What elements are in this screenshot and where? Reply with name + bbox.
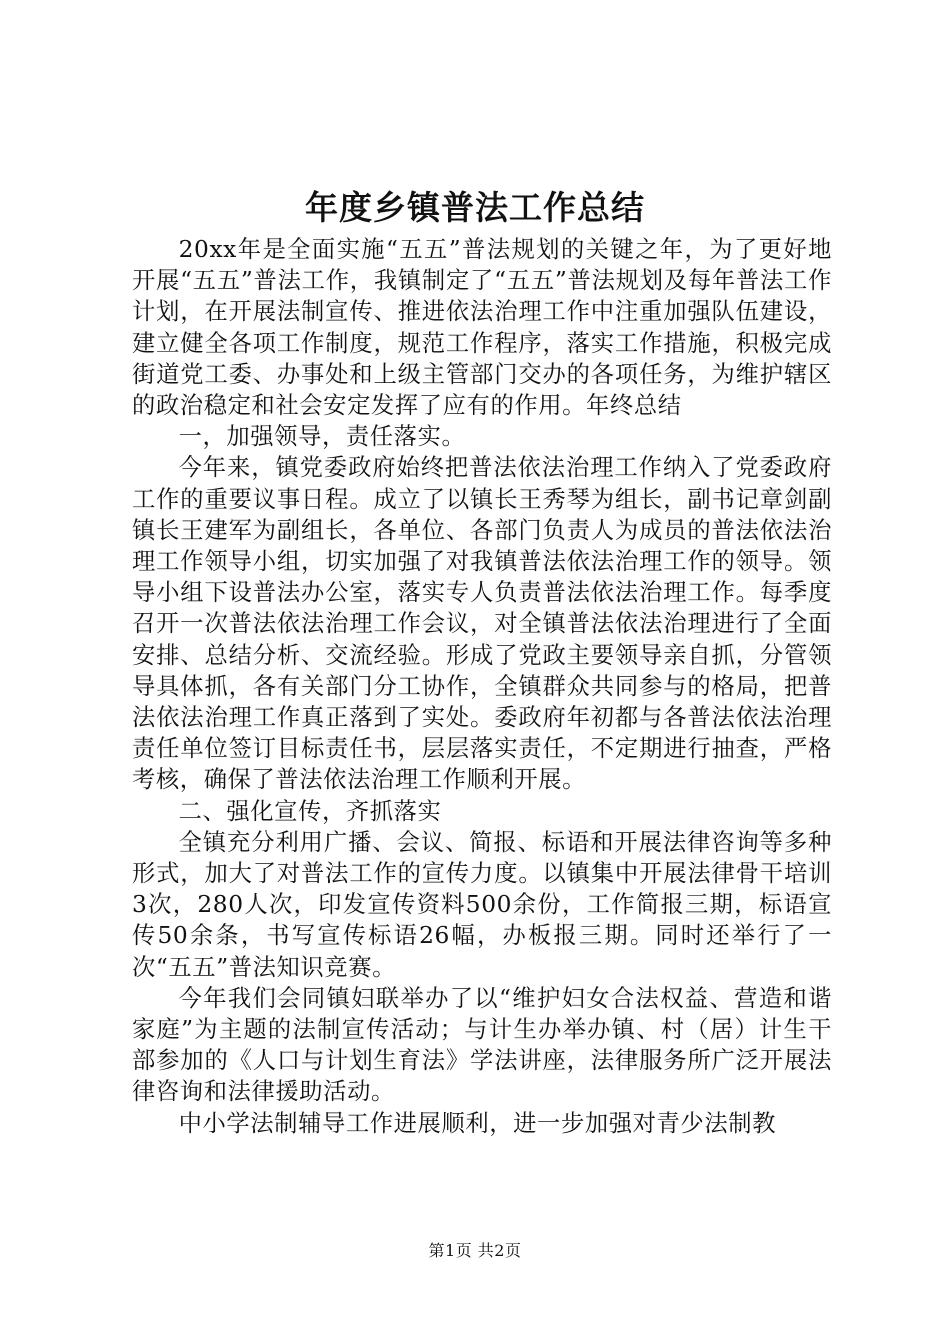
section-heading-2: 二、强化宣传，齐抓落实 [178,797,442,825]
document-body [132,234,832,1139]
page-footer: 第1页 共2页 [428,1241,522,1260]
paragraph-leadership: 今年来，镇党委政府始终把普法依法治理工作纳入了党委政府工作的重要议事日程。成立了以镇长王秀琴为组长，副书记章剑副镇长王建军为副组长，各单位、各部门负责人为成员的普法依法治理工作领导小组，切实加强了对我镇普法依法治理工作的领导。领导小组下设普法办公室，落实专人负责普法依法治理工作。每季度召开一次普法依法治理工作会议，对全镇普法依法治理进行了全面安排、总结分析、交流经验。形成了党政主要领导亲自抓，分管领导具体抓，各有关部门分工协作，全镇群众共同参与的格局，把普法依法治理工作真正落到了实处。委政府年初都与各普法依法治理责任单位签订目标责任书，层层落实责任，不定期进行抽查，严格考核，确保了普法依法治理工作顺利开展。 [132,454,832,794]
section-heading-1: 一，加强领导，责任落实。 [178,423,466,451]
document-title: 年度乡镇普法工作总结 [305,188,645,227]
paragraph-schools: 中小学法制辅导工作进展顺利，进一步加强对青少法制教 [178,1109,777,1137]
paragraph-intro: 20xx年是全面实施“五五”普法规划的关键之年，为了更好地开展“五五”普法工作，我镇制定了“五五”普法规划及每年普法工作计划，在开展法制宣传、推进依法治理工作中注重加强队伍建设，建立健全各项工作制度，规范工作程序，落实工作措施，积极完成街道党工委、办事处和上级主管部门交办的各项任务，为维护辖区的政治稳定和社会安定发挥了应有的作用。年终总结 [132,236,832,420]
paragraph-publicity: 全镇充分利用广播、会议、简报、标语和开展法律咨询等多种形式，加大了对普法工作的宣传力度。以镇集中开展法律骨干培训3次，280人次，印发宣传资料500余份，工作简报三期，标语宣传50余条，书写宣传标语26幅，办板报三期。同时还举行了一次“五五”普法知识竞赛。 [132,828,832,981]
paragraph-activities: 今年我们会同镇妇联举办了以“维护妇女合法权益、营造和谐家庭”为主题的法制宣传活动；与计生办举办镇、村（居）计生干部参加的《人口与计划生育法》学法讲座，法律服务所广泛开展法律咨询和法律援助活动。 [132,984,832,1106]
